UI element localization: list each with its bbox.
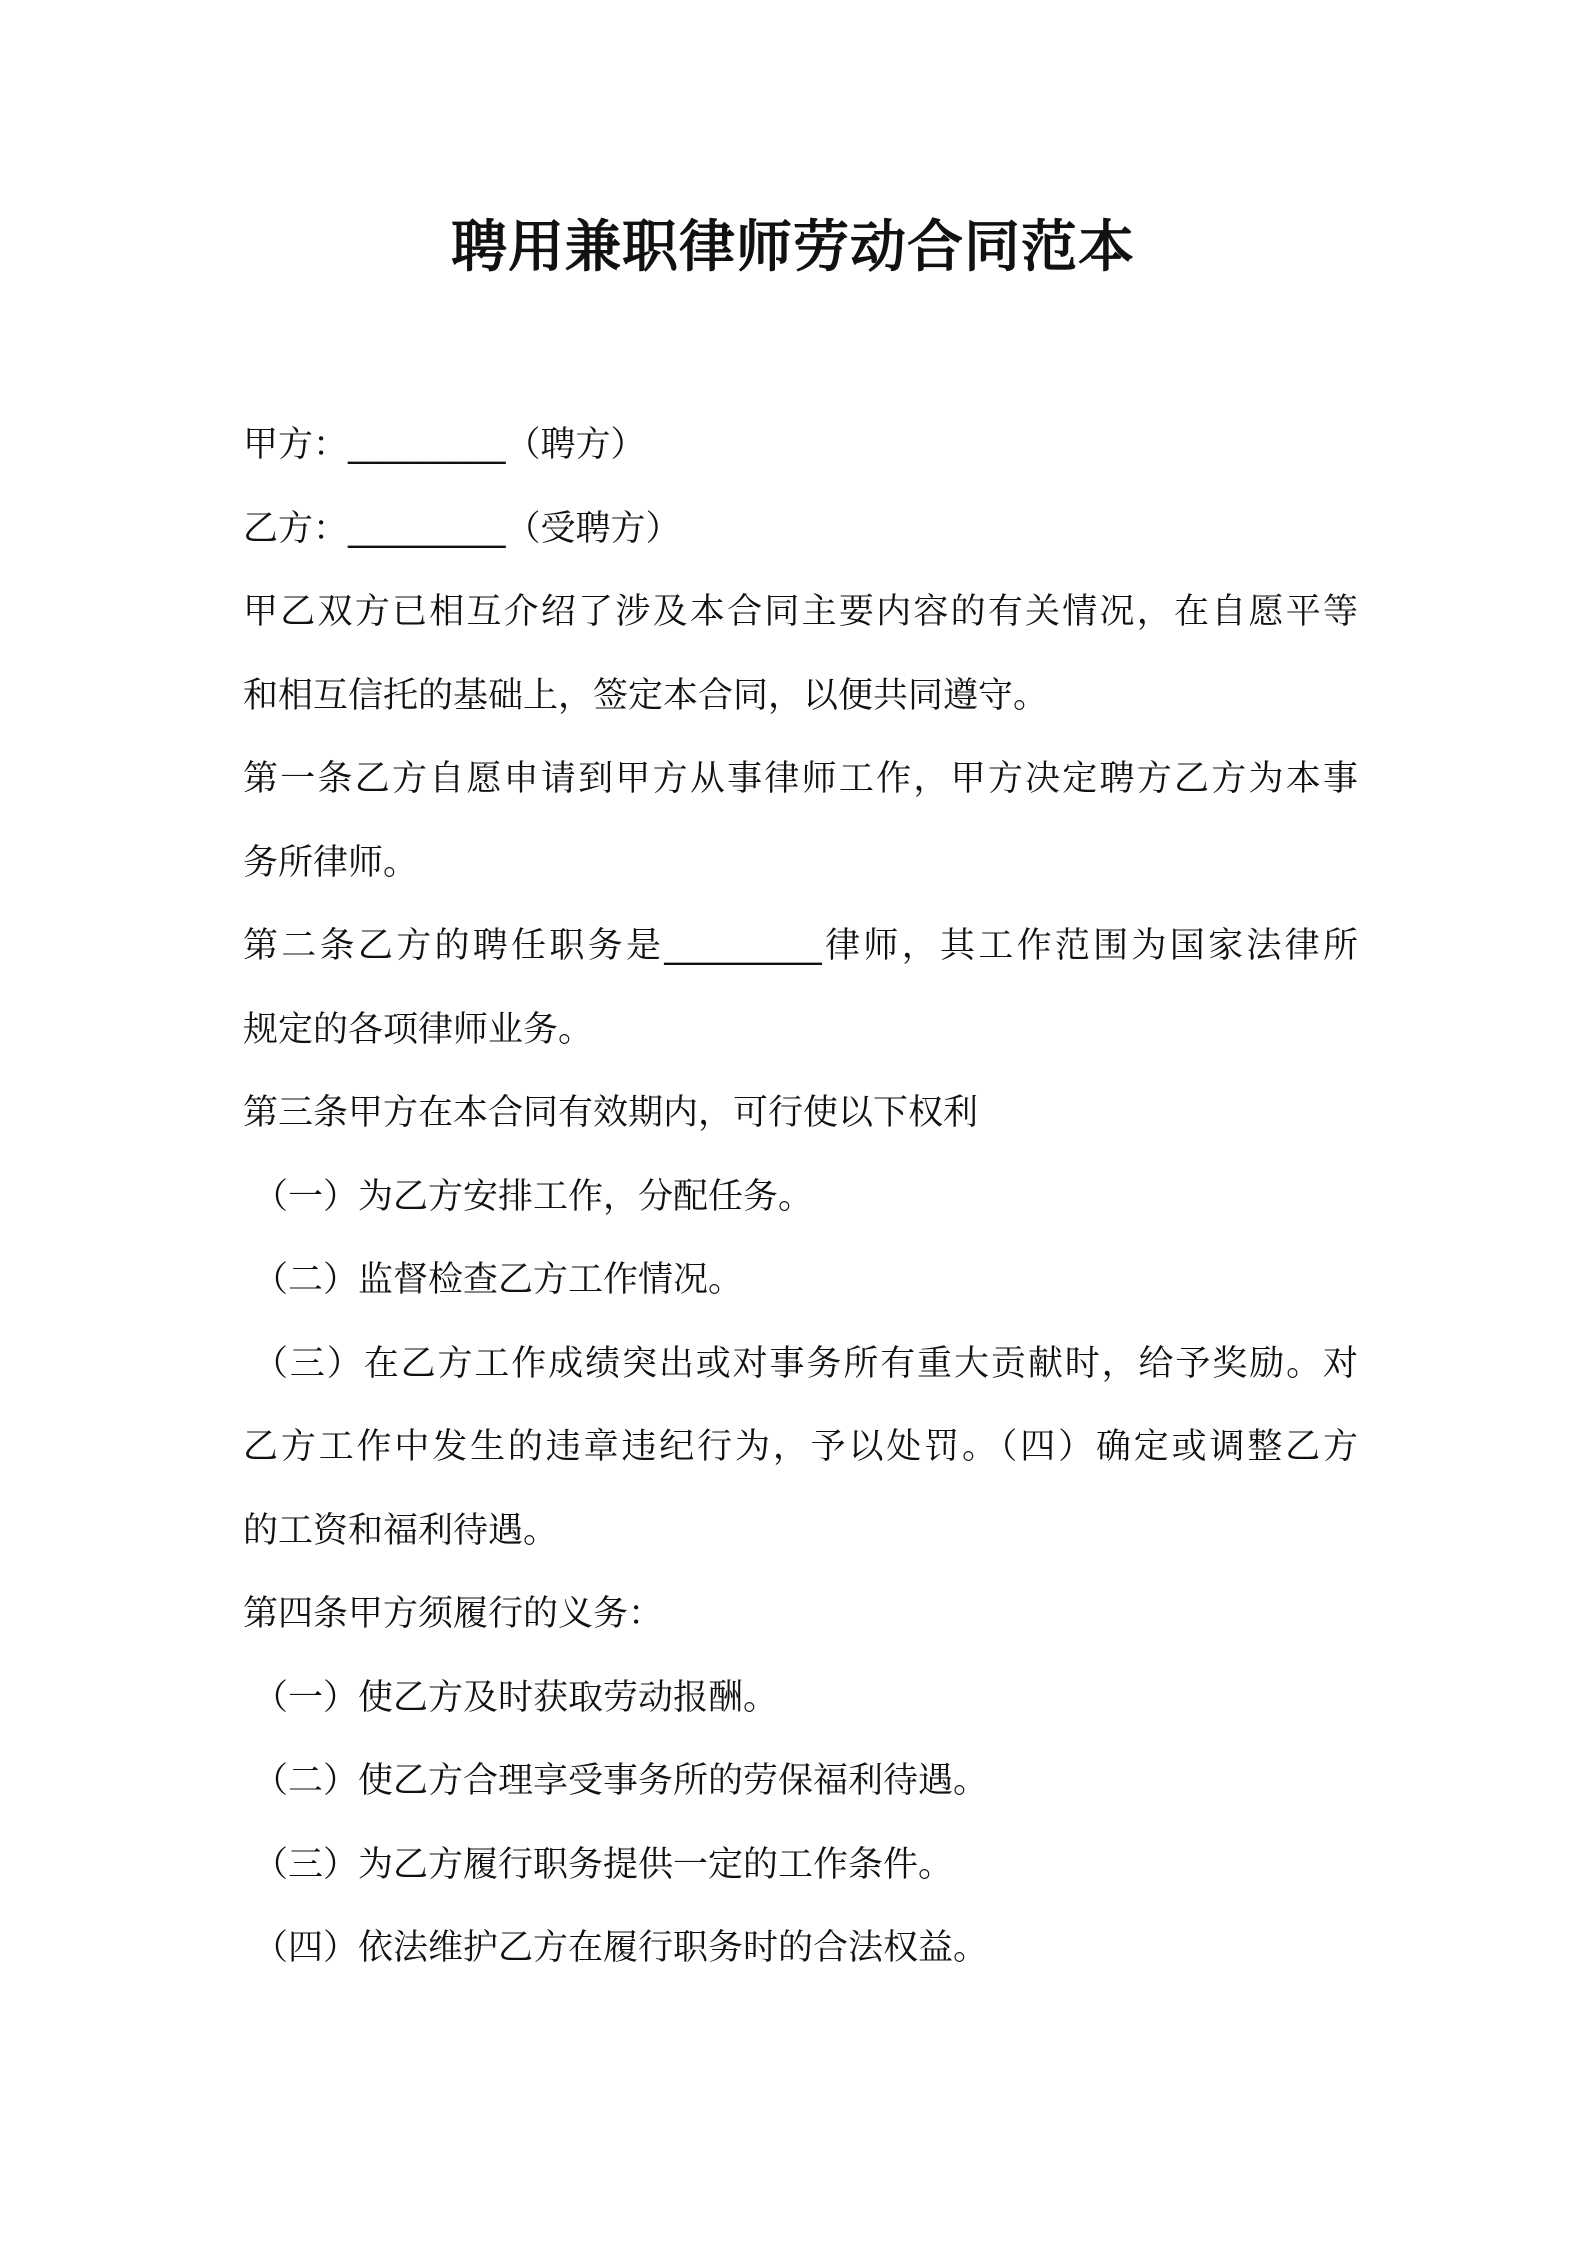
article-1-line-1: 第一条乙方自愿申请到甲方从事律师工作，甲方决定聘方乙方为本事 [243,759,1358,799]
article-4-heading: 第四条甲方须履行的义务： [243,1594,664,1634]
article-3-item-3-line-2: 乙方工作中发生的违章违纪行为，予以处罚。（四）确定或调整乙方 [243,1427,1358,1467]
article-1-line-2: 务所律师。 [243,842,419,883]
document-title: 聘用兼职律师劳动合同范本 [451,215,1135,280]
party-a-label: 甲方： [243,425,349,465]
party-b-label: 乙方： [243,508,349,549]
article-2-line-2: 规定的各项律师业务。 [243,1009,594,1050]
article-4-item-2: （二）使乙方合理享受事务所的劳保福利待遇。 [253,1761,989,1801]
article-2-suffix: 律师，其工作范围为国家法律所 [821,926,1358,966]
article-4-item-4: （四）依法维护乙方在履行职务时的合法权益。 [253,1928,989,1968]
article-3-item-3-line-3: 的工资和福利待遇。 [243,1510,559,1551]
preamble-line-1: 甲乙双方已相互介绍了涉及本合同主要内容的有关情况，在自愿平等 [243,592,1358,632]
preamble-line-2: 和相互信托的基础上，签定本合同，以便共同遵守。 [243,675,1049,716]
article-2-line-1 [243,905,1358,989]
article-3-item-1: （一）为乙方安排工作，分配任务。 [253,1176,814,1217]
party-a-blank: _________ [348,425,506,465]
party-a-role: （聘方） [505,425,646,465]
article-2-prefix: 第二条乙方的聘任职务是 [243,926,665,966]
document-body [243,404,1358,1991]
article-4-item-1: （一）使乙方及时获取劳动报酬。 [253,1677,779,1718]
article-4-item-3: （三）为乙方履行职务提供一定的工作条件。 [253,1844,954,1885]
article-3-item-3-line-1: （三）在乙方工作成绩突出或对事务所有重大贡献时，给予奖励。对 [253,1343,1358,1384]
article-2-blank: _________ [664,926,822,966]
party-b-role: （受聘方） [505,508,681,549]
party-b-line [243,488,1358,572]
party-a-line [243,404,1358,488]
article-3-heading: 第三条甲方在本合同有效期内，可行使以下权利 [243,1093,979,1133]
party-b-blank: _________ [348,508,506,549]
article-3-item-2: （二）监督检查乙方工作情况。 [253,1260,744,1300]
